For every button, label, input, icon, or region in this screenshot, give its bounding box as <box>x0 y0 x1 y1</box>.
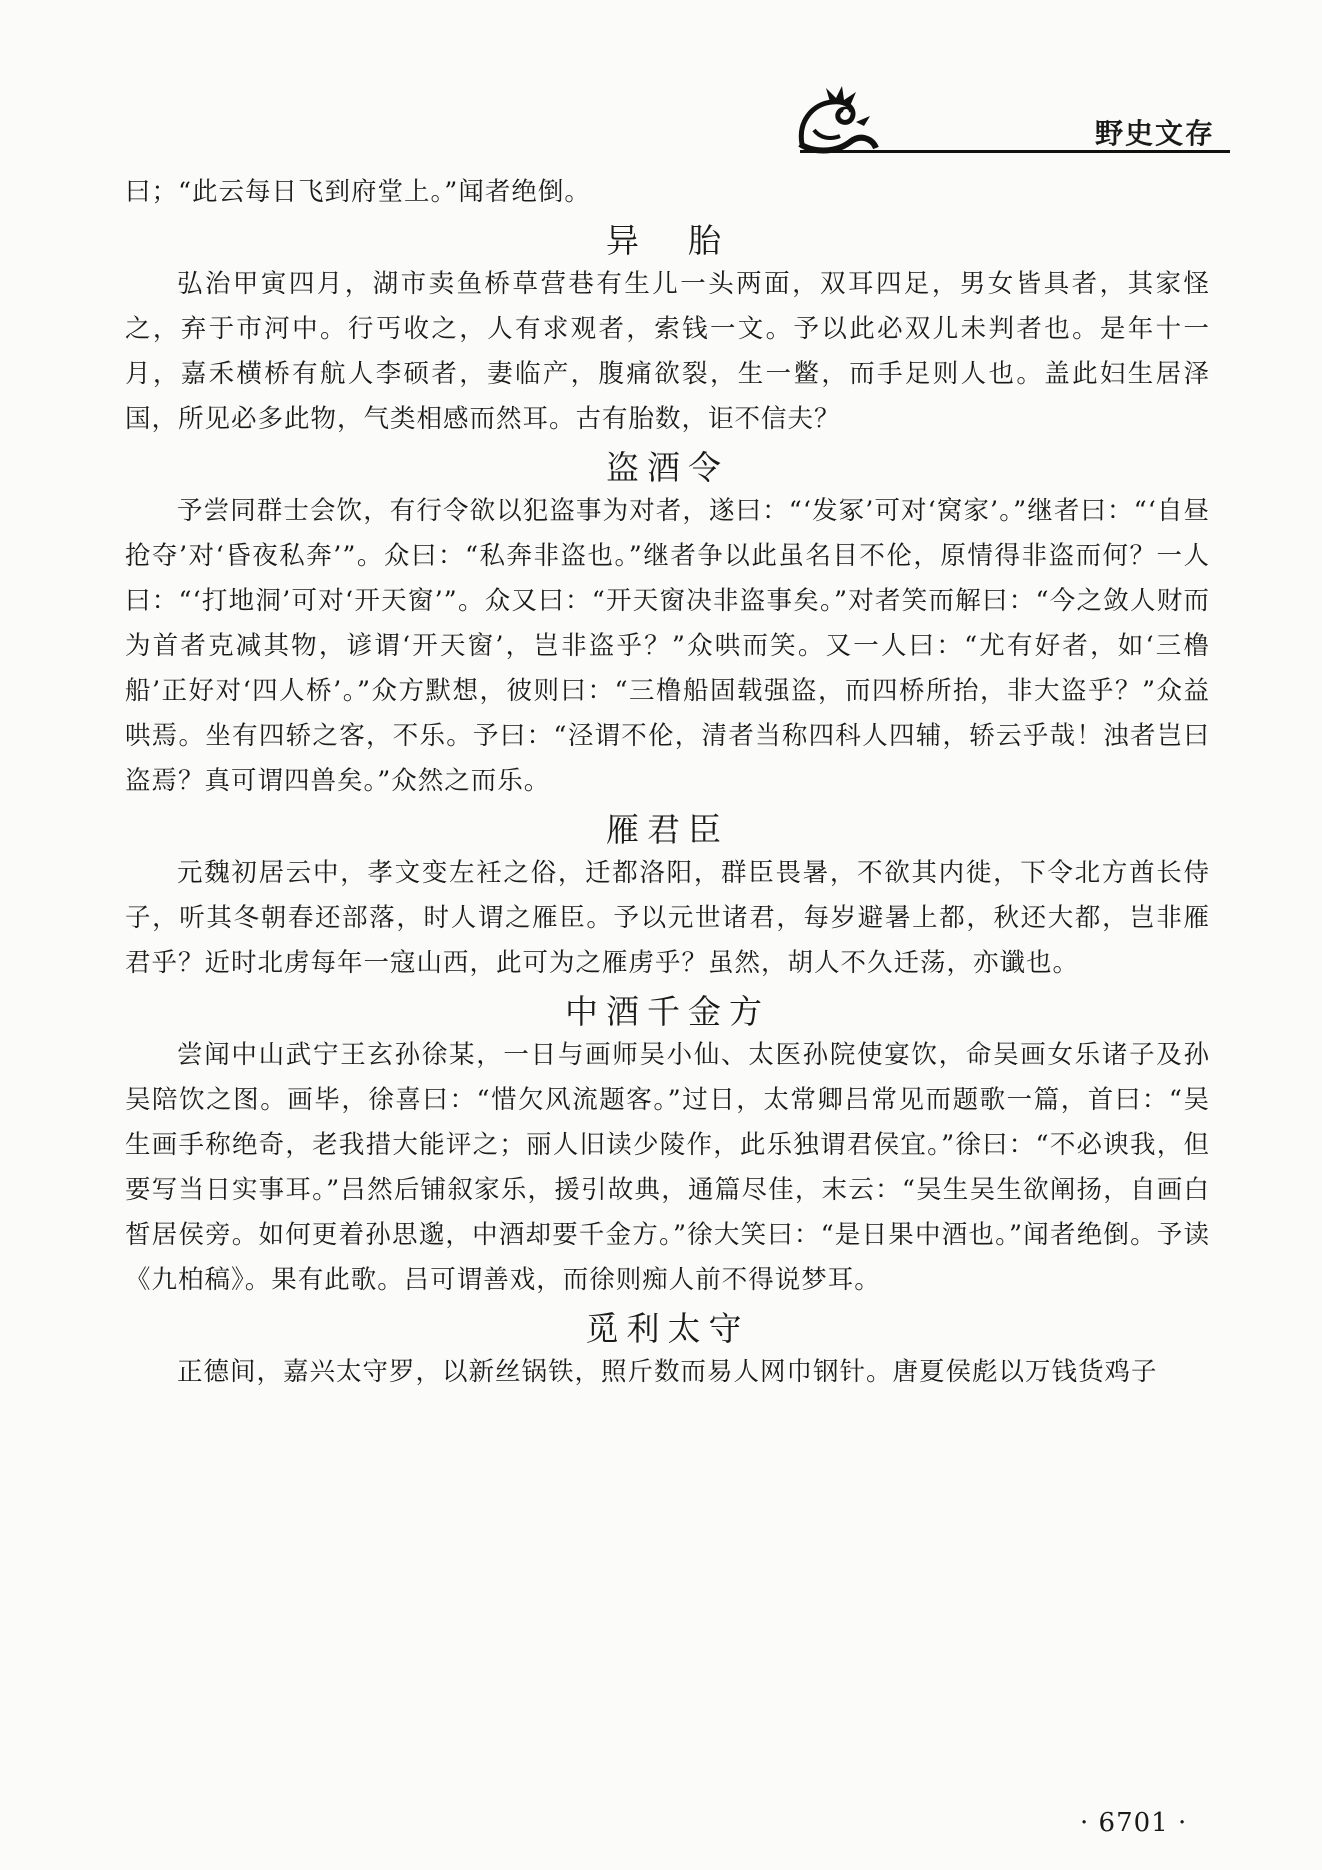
section-paragraph-zhongjiu: 尝闻中山武宁王玄孙徐某，一日与画师吴小仙、太医孙院使宴饮，命吴画女乐诸子及孙吴陪饮之图。画毕，徐喜曰：“惜欠风流题客。”过日，太常卿吕常见而题歌一篇，首曰：“吴生画手称绝奇，老我措大能评之；丽人旧读少陵作，此乐独谓君侯宜。”徐曰：“不必谀我，但要写当日实事耳。”吕然后铺叙家乐，援引故典，通篇尽佳，末云：“吴生吴生欲阐扬，自画白皙居侯旁。如何更着孙思邈，中酒却要千金方。”徐大笑曰：“是日果中酒也。”闻者绝倒。予读《九柏稿》。果有此歌。吕可谓善戏，而徐则痴人前不得说梦耳。 <box>125 1040 1210 1295</box>
section-title-yanjunchen: 雁君臣 <box>606 810 729 849</box>
section-paragraph-militaishou: 正德间，嘉兴太守罗，以新丝锅铁，照斤数而易人网巾钢针。唐夏侯彪以万钱货鸡子 <box>177 1357 1158 1387</box>
section-paragraph-daojiuling: 予尝同群士会饮，有行令欲以犯盗事为对者，遂曰：“‘发冢’可对‘窝家’。”继者曰：“‘自昼抢夺’对‘昏夜私奔’”。众曰：“私奔非盗也。”继者争以此虽名目不伦，原情得非盗而何？一人曰：“‘打地洞’可对‘开天窗’”。众又曰：“开天窗决非盗事矣。”对者笑而解曰：“今之敛人财而为首者克减其物，谚谓‘开天窗’，岂非盗乎？”众哄而笑。又一人曰：“尤有好者，如‘三橹船’正好对‘四人桥’。”众方默想，彼则曰：“三橹船固载强盗，而四桥所抬，非大盗乎？”众益哄焉。坐有四轿之客，不乐。予曰：“泾谓不伦，清者当称四科人四辅，轿云乎哉！浊者岂曰盗焉？真可谓四兽矣。”众然之而乐。 <box>125 496 1210 796</box>
section-title-militaishou: 觅利太守 <box>585 1309 750 1348</box>
section-title-yitai: 异 胎 <box>606 221 729 260</box>
page-body <box>125 170 1210 1395</box>
section-paragraph-yitai: 弘治甲寅四月，湖市卖鱼桥草营巷有生儿一头两面，双耳四足，男女皆具者，其家怪之，弃于市河中。行丐收之，人有求观者，索钱一文。予以此必双儿未判者也。是年十一月，嘉禾横桥有航人李硕者，妻临产，腹痛欲裂，生一鳖，而手足则人也。盖此妇生居泽国，所见必多此物，气类相感而然耳。古有胎数，讵不信夫？ <box>125 269 1210 434</box>
section-title-zhongjiu: 中酒千金方 <box>565 992 770 1031</box>
section-paragraph-yanjunchen: 元魏初居云中，孝文变左衽之俗，迁都洛阳，群臣畏暑，不欲其内徙，下令北方酋长侍子，听其冬朝春还部落，时人谓之雁臣。予以元世诸君，每岁避暑上都，秋还大都，岂非雁君乎？近时北虏每年一寇山西，此可为之雁虏乎？虽然，胡人不久迁荡，亦谶也。 <box>125 858 1210 978</box>
page-number: · 6701 · <box>1080 1808 1188 1838</box>
series-title: 野史文存 <box>1095 117 1216 150</box>
page-header <box>0 0 1322 170</box>
header-rule <box>800 150 1230 153</box>
section-title-daojiuling: 盗酒令 <box>606 448 729 487</box>
opening-paragraph: 曰；“此云每日飞到府堂上。”闻者绝倒。 <box>125 177 591 207</box>
